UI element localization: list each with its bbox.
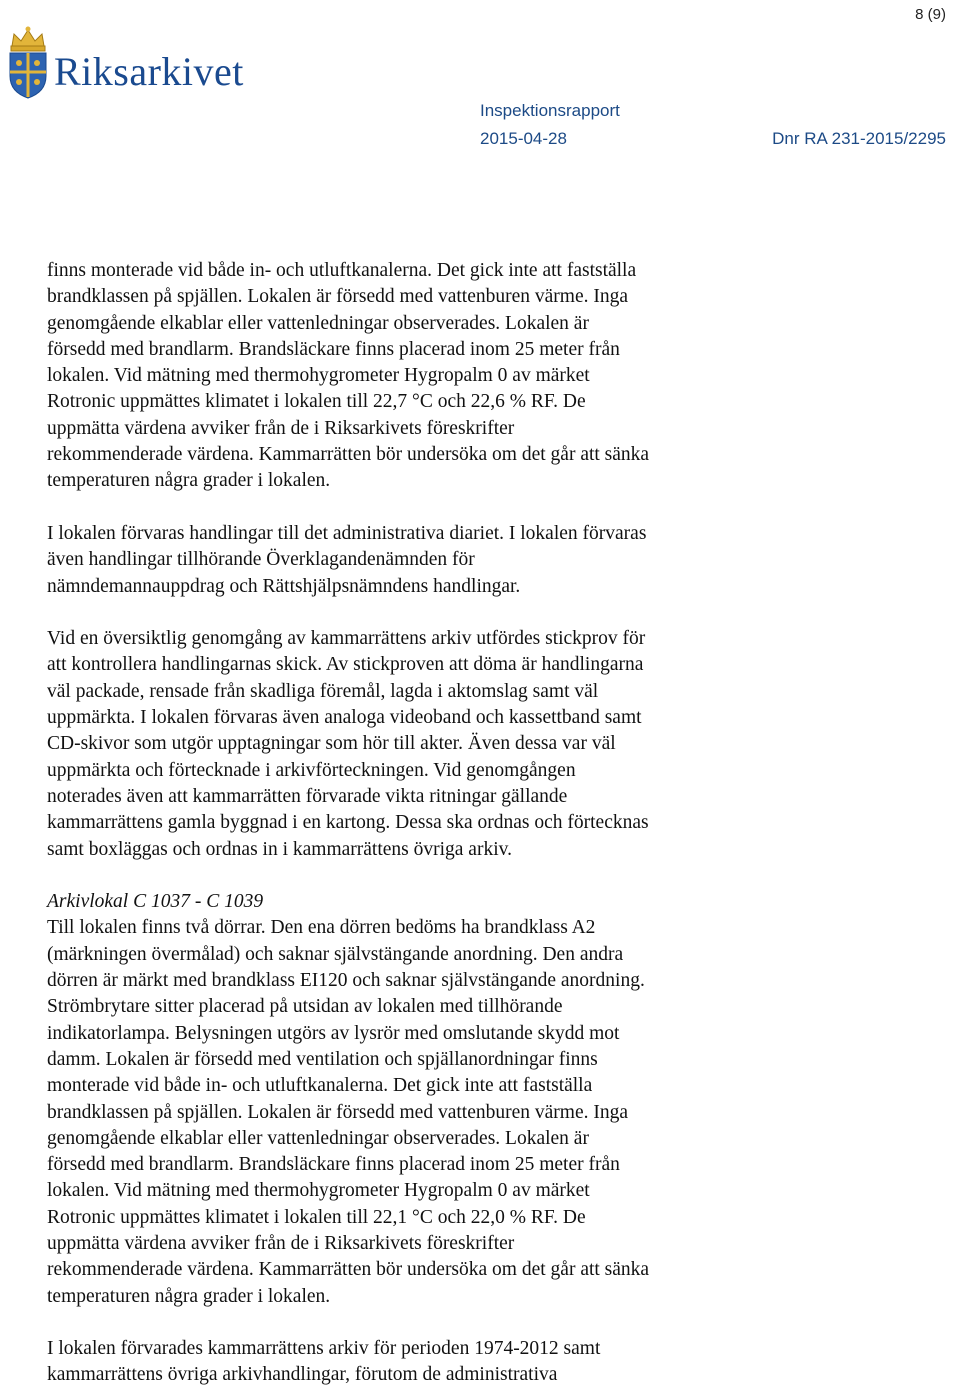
- text-line: CD-skivor som utgör upptagningar som hör till akter. Även dessa var väl: [47, 733, 616, 755]
- text-line: noterades även att kammarrätten förvarade vikta ritningar gällande: [47, 785, 568, 807]
- report-date: 2015-04-28: [480, 129, 567, 148]
- text-line: brandklassen på spjällen. Lokalen är försedd med vattenburen värme. Inga: [47, 286, 628, 308]
- text-line: även handlingar tillhörande Överklagandenämnden för: [47, 549, 475, 571]
- text-line: indikatorlampa. Belysningen utgörs av lysrör med omslutande skydd mot: [47, 1022, 620, 1044]
- text-line: försedd med brandlarm. Brandsläckare finns placerad inom 25 meter från: [47, 1154, 620, 1176]
- section-heading: Arkivlokal C 1037 - C 1039: [47, 891, 264, 913]
- paragraph: [47, 626, 877, 863]
- text-line: temperaturen några grader i lokalen.: [47, 470, 331, 492]
- text-line: (märkningen övermålad) och saknar självstängande anordning. Den andra: [47, 943, 624, 965]
- text-line: nämndemannauppdrag och Rättshjälpsnämndens handlingar.: [47, 575, 521, 597]
- text-line: genomgående elkablar eller vattenledningar observerades. Lokalen är: [47, 312, 589, 334]
- crown-shield-icon: [4, 24, 52, 100]
- report-dnr: Dnr RA 231-2015/2295: [772, 129, 946, 148]
- text-line: Rotronic uppmättes klimatet i lokalen till 22,7 °C och 22,6 % RF. De: [47, 391, 586, 413]
- paragraph: [47, 1336, 877, 1389]
- text-line: kammarrättens gamla byggnad i en kartong. Dessa ska ordnas och förtecknas: [47, 812, 649, 834]
- text-line: finns monterade vid både in- och utluftkanalerna. Det gick inte att fastställa: [47, 260, 637, 281]
- text-line: Rotronic uppmättes klimatet i lokalen till 22,1 °C och 22,0 % RF. De: [47, 1206, 586, 1228]
- text-line: rekommenderade värdena. Kammarrätten bör undersöka om det går att sänka: [47, 1259, 650, 1281]
- text-line: temperaturen några grader i lokalen.: [47, 1285, 331, 1307]
- section-arkivlokal: [47, 889, 877, 1310]
- text-line: brandklassen på spjällen. Lokalen är försedd med vattenburen värme. Inga: [47, 1101, 628, 1123]
- text-line: monterade vid både in- och utluftkanalerna. Det gick inte att fastställa: [47, 1075, 593, 1097]
- text-line: uppmätta värdena avviker från de i Riksarkivets föreskrifter: [47, 1232, 515, 1254]
- text-line: rekommenderade värdena. Kammarrätten bör undersöka om det går att sänka: [47, 444, 650, 466]
- text-line: I lokalen förvaras handlingar till det administrativa diariet. I lokalen förvaras: [47, 522, 647, 544]
- text-line: uppmätta värdena avviker från de i Riksarkivets föreskrifter: [47, 417, 515, 439]
- text-line: Strömbrytare sitter placerad på utsidan av lokalen med tillhörande: [47, 996, 563, 1018]
- text-line: samt boxläggas och ordnas in i kammarrättens övriga arkiv.: [47, 838, 512, 860]
- text-line: lokalen. Vid mätning med thermohygrometer Hygropalm 0 av märket: [47, 1180, 590, 1202]
- text-line: uppmärkta. I lokalen förvaras även analoga videoband och kassettband samt: [47, 707, 642, 729]
- text-line: kammarrättens övriga arkivhandlingar, förutom de administrativa: [47, 1364, 558, 1386]
- text-line: lokalen. Vid mätning med thermohygrometer Hygropalm 0 av märket: [47, 365, 590, 387]
- text-line: försedd med brandlarm. Brandsläckare finns placerad inom 25 meter från: [47, 338, 620, 360]
- page-number: 8 (9): [915, 6, 946, 23]
- text-line: uppmärkta och förtecknade i arkivförteckningen. Vid genomgången: [47, 759, 576, 781]
- text-line: dörren är märkt med brandklass EI120 och saknar självstängande anordning.: [47, 970, 645, 992]
- text-line: I lokalen förvarades kammarrättens arkiv för perioden 1974-2012 samt: [47, 1338, 601, 1360]
- text-line: damm. Lokalen är försedd med ventilation och spjällanordningar finns: [47, 1048, 598, 1070]
- text-line: Till lokalen finns två dörrar. Den ena dörren bedöms ha brandklass A2: [47, 917, 596, 939]
- logo-wordmark: Riksarkivet: [54, 49, 244, 94]
- paragraph: [47, 521, 877, 600]
- paragraph: [47, 258, 877, 495]
- text-line: genomgående elkablar eller vattenledningar observerades. Lokalen är: [47, 1127, 589, 1149]
- text-line: väl packade, rensade från skadliga föremål, lagda i aktomslag samt väl: [47, 680, 599, 702]
- text-line: att kontrollera handlingarnas skick. Av stickproven att döma är handlingarna: [47, 654, 644, 676]
- document-body: [47, 258, 877, 1389]
- text-line: Vid en översiktlig genomgång av kammarrättens arkiv utfördes stickprov för: [47, 628, 646, 650]
- report-title: Inspektionsrapport: [480, 101, 620, 120]
